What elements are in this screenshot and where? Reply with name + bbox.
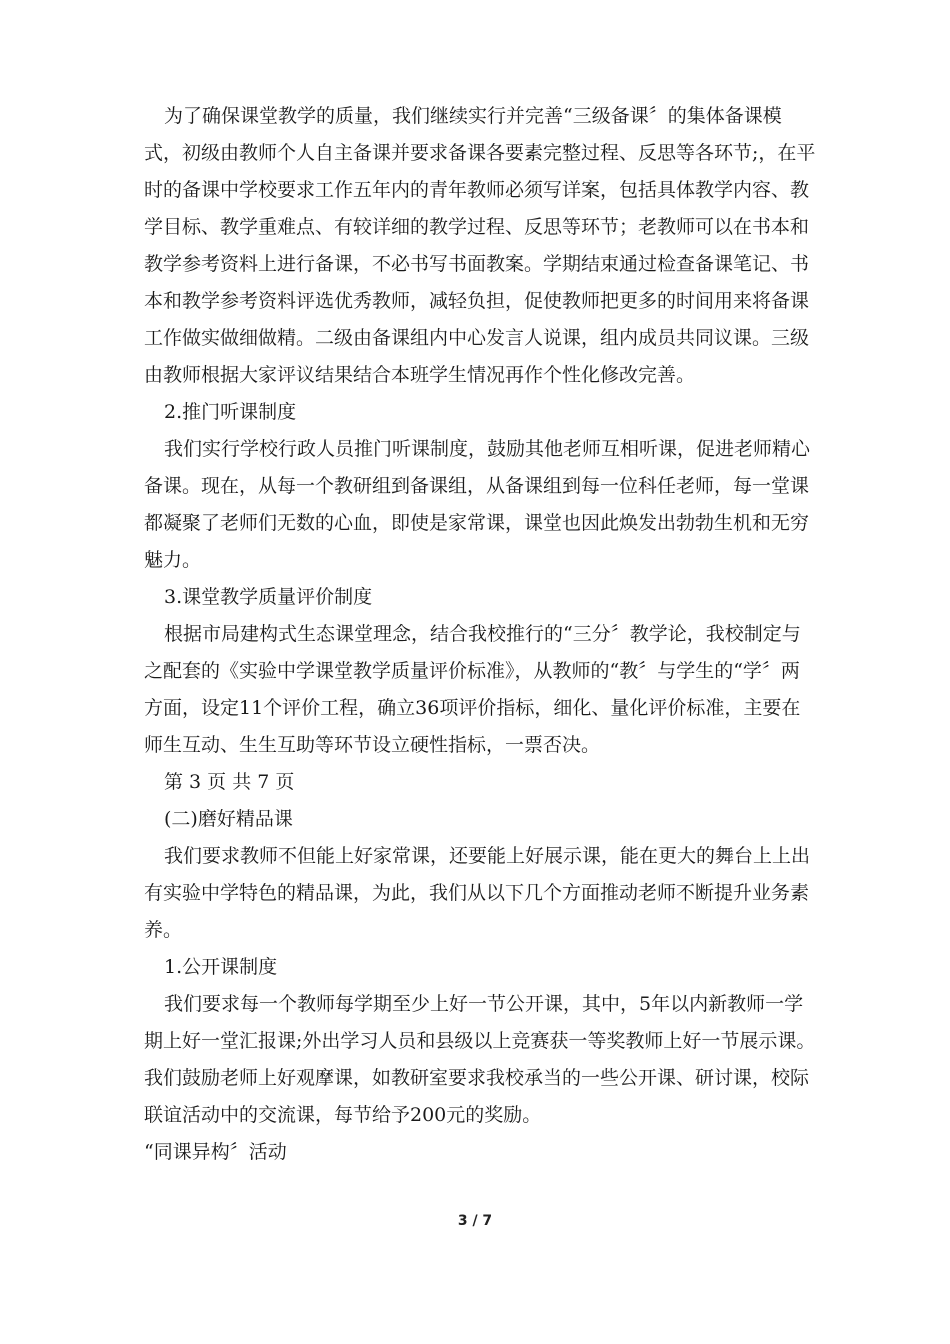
paragraph-three-level-lesson-prep: 为了确保课堂教学的质量，我们继续实行并完善“三级备课〞的集体备课模式，初级由教师个人自主备课并要求备课各要素完整过程、反思等各环节;，在平时的备课中学校要求工作五年内的青年教师必须写详案，包括具体教学内容、教学目标、教学重难点、有较详细的教学过程、反思等环节；老教师可以在书本和教学参考资料上进行备课，不必书写书面教案。学期结束通过检查备课笔记、书本和教学参考资料评选优秀教师，减轻负担，促使教师把更多的时间用来将备课工作做实做细做精。二级由备课组内中心发言人说课，组内成员共同议课。三级由教师根据大家评议结果结合本班学生情况再作个性化修改完善。 [144, 105, 816, 386]
heading-open-class: 1.公开课制度 [164, 956, 278, 978]
heading-quality-evaluation: 3.课堂教学质量评价制度 [164, 586, 373, 608]
paragraph-open-class: 我们要求每一个教师每学期至少上好一节公开课，其中，5年以内新教师一学期上好一堂汇报课;外出学习人员和县级以上竞赛获一等奖教师上好一节展示课。我们鼓励老师上好观摩课，如教研室要求我校承当的一些公开课、研讨课，校际联谊活动中的交流课，每节给予200元的奖励。 [144, 993, 816, 1126]
heading-same-lesson-activity: “同课异构〞活动 [144, 1141, 287, 1163]
paragraph-quality-evaluation: 根据市局建构式生态课堂理念，结合我校推行的“三分〞教学论，我校制定与之配套的《实验中学课堂教学质量评价标准》，从教师的“教〞与学生的“学〞两方面，设定11个评价工程，确立36项评价指标，细化、量化评价标准，主要在师生互动、生生互助等环节设立硬性指标，一票否决。 [144, 623, 801, 756]
inline-page-number: 第 3 页 共 7 页 [164, 771, 295, 793]
page-indicator: 3 / 7 [457, 1213, 493, 1229]
heading-open-door-observation: 2.推门听课制度 [164, 401, 297, 423]
paragraph-open-door-observation: 我们实行学校行政人员推门听课制度，鼓励其他老师互相听课，促进老师精心备课。现在，从每一个教研组到备课组，从备课组到每一位科任老师，每一堂课都凝聚了老师们无数的心血，即使是家常课，课堂也因此焕发出勃勃生机和无穷魅力。 [144, 438, 811, 571]
heading-quality-courses: (二)磨好精品课 [164, 808, 293, 830]
paragraph-quality-courses: 我们要求教师不但能上好家常课，还要能上好展示课，能在更大的舞台上上出有实验中学特色的精品课，为此，我们从以下几个方面推动老师不断提升业务素养。 [144, 845, 811, 941]
document-body [144, 98, 816, 1171]
